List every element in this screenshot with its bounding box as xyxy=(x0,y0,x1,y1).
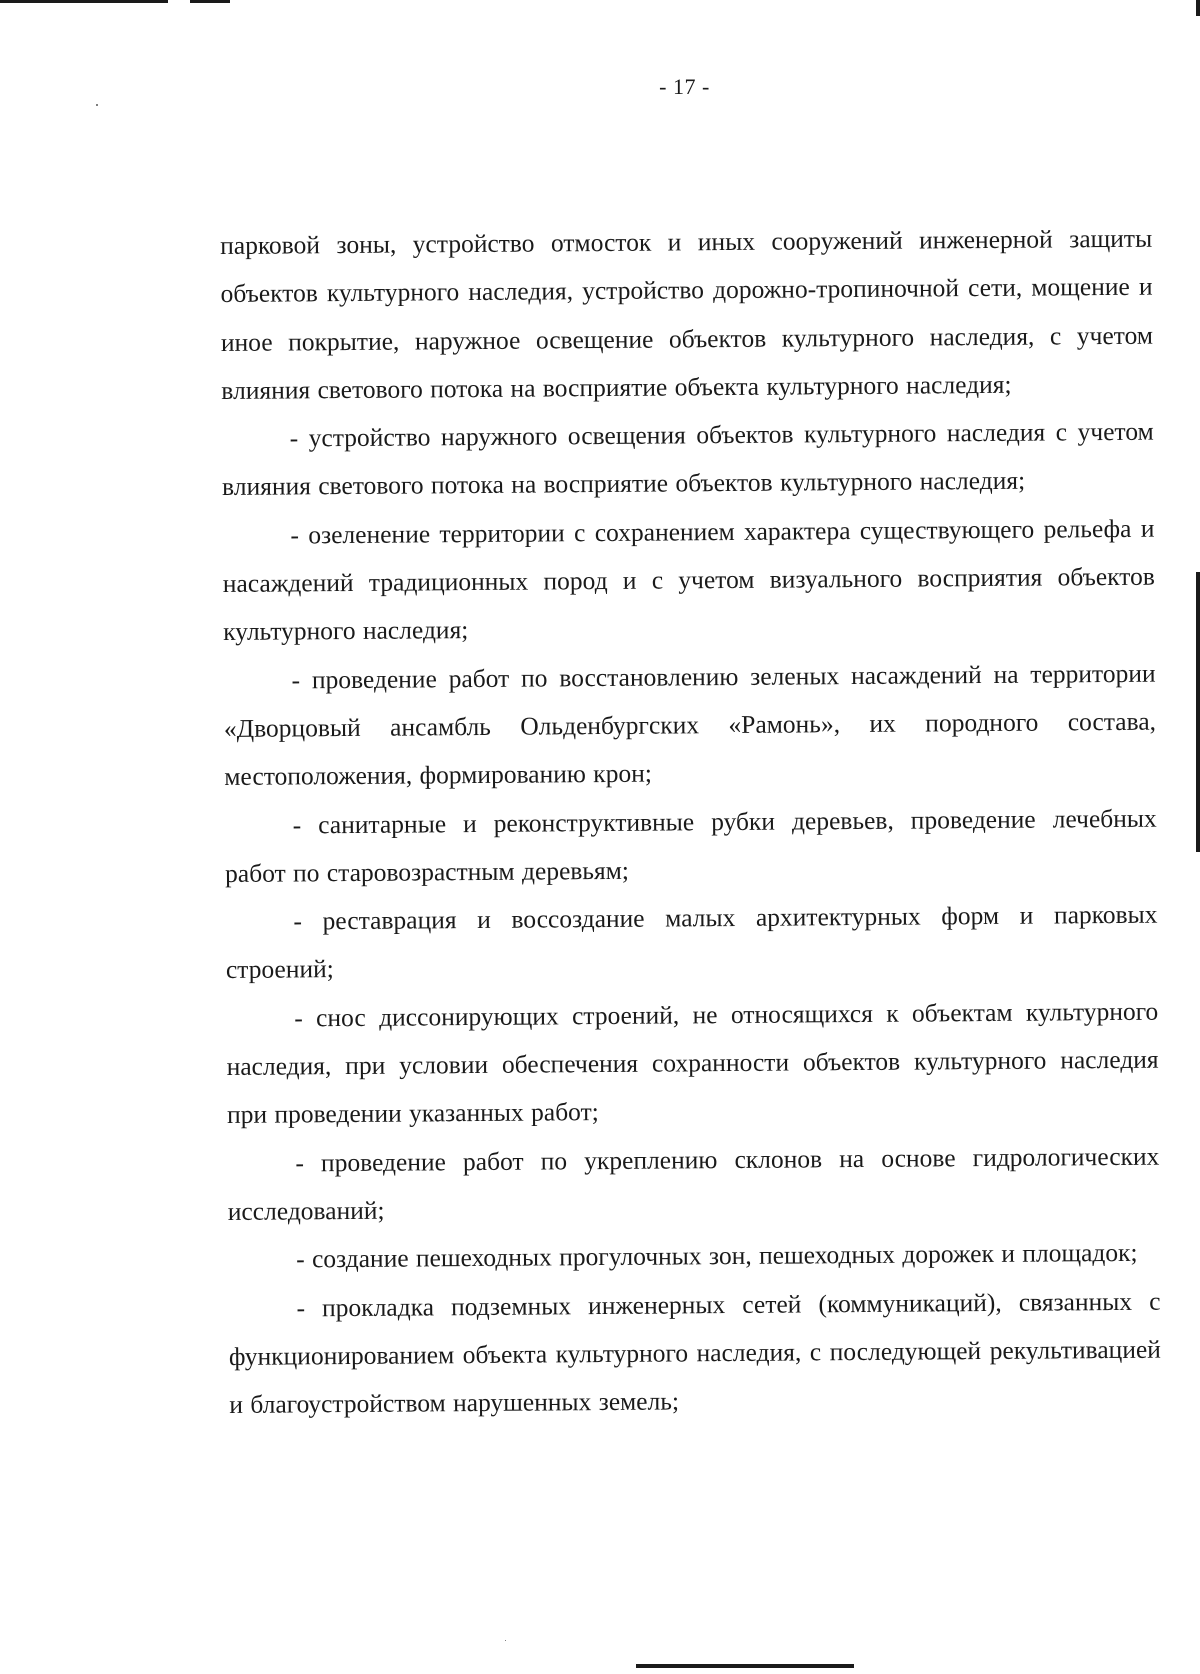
scan-speck xyxy=(96,104,98,106)
scan-edge-mark xyxy=(1196,0,1200,16)
scan-edge-mark xyxy=(190,0,230,3)
scan-edge-mark xyxy=(636,1664,854,1668)
list-item: - реставрация и воссоздание малых архитектурных форм и парковых строений; xyxy=(225,899,1158,985)
list-item: - проведение работ по восстановлению зеленых насаждений на территории «Дворцовый ансамбль Ольденбургских «Рамонь», их породного состава, местоположения, формированию крон; xyxy=(223,658,1157,792)
list-item: - снос диссонирующих строений, не относящихся к объектам культурного наследия, при условии обеспечения сохранности объектов культурного наследия при проведении указанных работ; xyxy=(226,996,1159,1130)
paragraph: парковой зоны, устройство отмосток и иных сооружений инженерной защиты объектов культурного наследия, устройство дорожно-тропиночной сети, мощение и иное покрытие, наружное освещение объектов культурного наследия, с учетом влияния светового потока на восприятие объекта культурного наследия; xyxy=(220,223,1154,405)
list-item: - проведение работ по укреплению склонов на основе гидрологических исследований; xyxy=(227,1141,1160,1226)
document-body xyxy=(220,215,1161,1430)
list-item: - озеленение территории с сохранением характера существующего рельефа и насаждений традиционных пород и с учетом визуального восприятия объектов культурного наследия; xyxy=(222,513,1155,647)
list-item: - санитарные и реконструктивные рубки деревьев, проведение лечебных работ по старовозрастным деревьям; xyxy=(225,803,1157,888)
list-item: - устройство наружного освещения объектов культурного наследия с учетом влияния светового потока на восприятие объектов культурного наследия; xyxy=(221,416,1154,502)
scan-speck xyxy=(505,1640,506,1641)
list-item: - создание пешеходных прогулочных зон, пешеходных дорожек и площадок; xyxy=(296,1238,1138,1274)
scan-edge-mark xyxy=(1196,572,1200,852)
scan-edge-mark xyxy=(0,0,168,3)
list-item: - прокладка подземных инженерных сетей (коммуникаций), связанных с функционированием объекта культурного наследия, с последующей рекультивацией и благоустройством нарушенных земель; xyxy=(228,1286,1161,1420)
page-number: - 17 - xyxy=(659,74,710,99)
